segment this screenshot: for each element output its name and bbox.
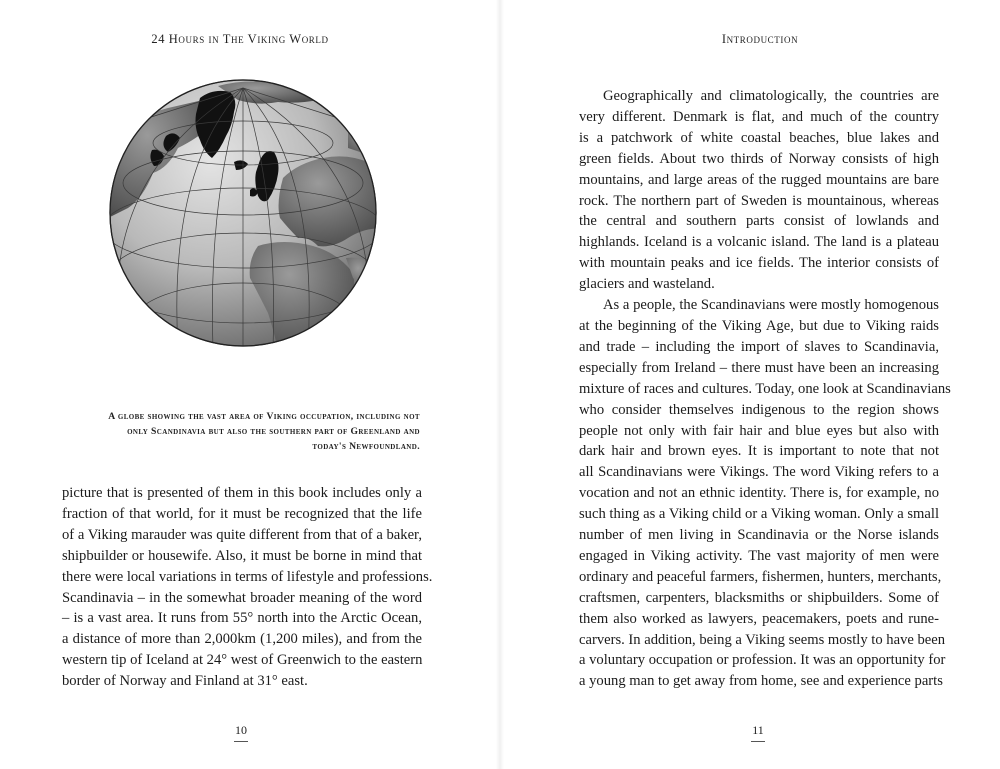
globe-svg (108, 78, 378, 348)
figure-caption (76, 409, 420, 454)
right-page (500, 0, 1000, 769)
text-line: there were local variations in terms of lifestyle and professions. (62, 568, 433, 585)
text-line: at the beginning of the Viking Age, but due to Viking raids (579, 317, 939, 334)
text-line: highlands. Iceland is a volcanic island. The land is a plateau (579, 234, 939, 251)
text-line: carvers. In addition, being a Viking seems mostly to have been (579, 631, 946, 648)
running-head-left: 24 Hours in The Viking World (151, 32, 329, 46)
text-line: such thing as a Viking child or a Viking woman. Only a small (579, 506, 939, 523)
text-line: fraction of that world, for it must be recognized that the life (62, 505, 422, 522)
caption-line: today's Newfoundland. (312, 441, 420, 452)
text-line: a distance of more than 2,000km (1,200 miles), and from the (62, 631, 422, 648)
text-line: ordinary and peaceful farmers, fishermen, hunters, merchants, (579, 568, 942, 585)
text-line: is a patchwork of white coastal beaches, blue lakes and (579, 129, 939, 146)
text-line: green fields. About two thirds of Norway consists of high (579, 150, 939, 167)
text-line: craftsmen, carpenters, blacksmiths or shipbuilders. Some of (579, 589, 939, 606)
right-body-text (579, 86, 951, 692)
text-line: and trade – including the import of slaves to Scandinavia, (579, 338, 939, 355)
text-line: of a Viking marauder was quite different from that of a baker, (62, 526, 422, 543)
left-body-text (62, 483, 433, 692)
page-number-left: 10 (221, 723, 261, 742)
text-line: border of Norway and Finland at 31° east. (62, 673, 308, 690)
text-line: people not only with fair hair and blue eyes but also with (579, 422, 939, 439)
text-line: Geographically and climatologically, the countries are (603, 88, 939, 104)
caption-line: A globe showing the vast area of Viking occupation, including not (108, 411, 420, 422)
text-line: engaged in Viking activity. The vast majority of men were (579, 547, 939, 564)
text-line: western tip of Iceland at 24° west of Greenwich to the eastern (62, 652, 423, 669)
text-line: Scandinavia – in the somewhat broader meaning of the word (62, 589, 422, 606)
text-line: a voluntary occupation or profession. It was an opportunity for (579, 652, 946, 669)
caption-line: only Scandinavia but also the southern part of Greenland and (127, 426, 420, 437)
running-head-right: Introduction (721, 32, 799, 46)
page-number-right: 11 (738, 723, 778, 742)
text-line: glaciers and wasteland. (579, 276, 715, 293)
text-line: rock. The northern part of Sweden is mountainous, whereas (579, 192, 939, 209)
text-line: a young man to get away from home, see and experience parts (579, 673, 943, 690)
text-line: shipbuilder or housewife. Also, it must be borne in mind that (62, 547, 422, 564)
text-line: with mountain peaks and ice fields. The interior consists of (579, 255, 939, 272)
text-line: who consider themselves indigenous to the region shows (579, 401, 939, 418)
text-line: – is a vast area. It runs from 55° north into the Arctic Ocean, (62, 610, 422, 627)
text-line: picture that is presented of them in this book includes only a (62, 485, 422, 501)
text-line: them also worked as lawyers, peacemakers, poets and rune- (579, 610, 939, 627)
text-line: the central and southern parts consist of lowlands and (579, 213, 939, 230)
text-line: especially from Ireland – there must have been an increasing (579, 359, 939, 376)
text-line: all Scandinavians were Vikings. The word Viking refers to a (579, 464, 939, 481)
text-line: dark hair and brown eyes. It is important to note that not (579, 443, 939, 460)
text-line: mixture of races and cultures. Today, one look at Scandinavians (579, 380, 951, 397)
text-line: As a people, the Scandinavians were mostly homogenous (603, 297, 939, 314)
text-line: number of men living in Scandinavia or the Norse islands (579, 527, 939, 544)
globe-illustration (108, 78, 378, 348)
text-line: vocation and not an ethnic identity. There is, for example, no (579, 485, 939, 502)
text-line: very different. Denmark is flat, and much of the country (579, 108, 939, 125)
text-line: mountains, and large areas of the rugged mountains are bare (579, 171, 939, 188)
